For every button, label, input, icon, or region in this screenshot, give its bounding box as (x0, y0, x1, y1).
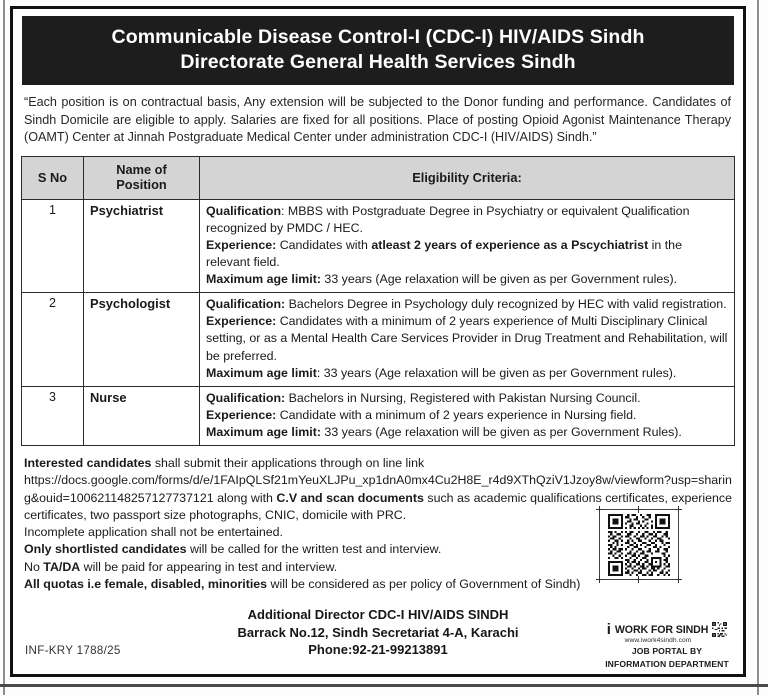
footer-address: Barrack No.12, Sindh Secretariat 4-A, Karachi (237, 624, 519, 640)
row-position-name: Nurse (84, 386, 200, 445)
table-head (22, 156, 735, 199)
documents-text-post: such as academic qualifications certificates, experience certificates, two passport size photographs, CNIC, domicile with PRC. (24, 490, 732, 522)
crop-mark-top-center (635, 506, 642, 513)
qualification-text: : MBBS with Postgraduate Degree in Psychiatry or equivalent Qualification recognized by PMDC / HEC. (206, 203, 690, 235)
experience-text: Candidates with (276, 237, 372, 252)
advert-title-banner (22, 16, 734, 85)
page-edge-line-left (3, 0, 5, 695)
note-interested-candidates (24, 455, 732, 472)
logo-i-mark: i (606, 620, 611, 638)
logo-subtitle-line-1: JOB PORTAL BY (631, 646, 703, 656)
qualification-text: Bachelors in Nursing, Registered with Pakistan Nursing Council. (285, 390, 641, 405)
crop-mark-corner-br (675, 576, 682, 583)
footer-authority-name: Additional Director CDC-I HIV/AIDS SINDH (247, 607, 509, 623)
organization-title-line-1: Communicable Disease Control-I (CDC-I) HIV/AIDS Sindh (111, 26, 645, 48)
note-quotas-label: All quotas i.e female, disabled, minorities (24, 577, 268, 592)
age-limit-text: : 33 years (Age relaxation will be given as per Government rules). (316, 365, 677, 380)
column-header-sno: S No (22, 156, 84, 199)
table-row (22, 199, 735, 292)
age-limit-text: 33 years (Age relaxation will be given as per Government rules). (320, 272, 678, 287)
footer-phone: Phone:92-21-99213891 (308, 642, 448, 658)
note-quotas-text: will be considered as per policy of Government of Sindh) (267, 577, 581, 592)
note-shortlisted-text: will be called for the written test and interview. (186, 542, 442, 557)
qualification-label: Qualification: (206, 390, 286, 405)
crop-mark-bottom-center (635, 576, 642, 583)
row-eligibility-criteria (200, 293, 735, 386)
column-header-criteria: Eligibility Criteria: (200, 156, 735, 199)
crop-mark-left (599, 511, 600, 579)
application-form-url[interactable]: https://docs.google.com/forms/d/e/1FAIpQLSf21mYeuXLJPu_xp1dnA0mx4Cu2H8E_r4d9XThQziV1Jzoy8w/viewform?usp=sharing&ouid=100621148257127737121 (24, 473, 732, 505)
documents-label: C.V and scan documents (276, 490, 424, 505)
note-tada-label: TA/DA (43, 559, 81, 574)
experience-label: Experience: (206, 237, 277, 252)
note-interested-label: Interested candidates (24, 456, 152, 470)
qr-code-icon[interactable] (604, 514, 674, 576)
row-serial-number: 2 (22, 293, 84, 386)
column-header-position-line-1: Name of (116, 161, 167, 177)
qualification-label: Qualification: (206, 297, 286, 312)
row-position-name: Psychiatrist (84, 199, 200, 292)
experience-label: Experience: (206, 407, 277, 422)
inf-reference-code: INF-KRY 1788/25 (25, 644, 121, 657)
note-incomplete-application: Incomplete application shall not be entertained. (24, 525, 283, 540)
row-eligibility-criteria (200, 386, 735, 445)
page-edge-line-right (757, 0, 759, 695)
age-limit-label: Maximum age limit: (206, 424, 321, 439)
table-row (22, 386, 735, 445)
note-shortlisted-label: Only shortlisted candidates (24, 542, 187, 557)
logo-wordmark: WORK FOR SINDH (614, 623, 709, 636)
documents-text-pre: along with (213, 490, 277, 505)
crop-mark-right (678, 511, 679, 579)
table-header-row (22, 156, 735, 199)
table-row (22, 293, 735, 386)
experience-highlight: atleast 2 years of experience as a Pscychiatrist (371, 237, 649, 252)
note-tada-post: will be paid for appearing in test and interview. (80, 559, 338, 574)
age-limit-text: 33 years (Age relaxation will be given as per Government Rules). (320, 424, 682, 439)
row-eligibility-criteria (200, 199, 735, 292)
age-limit-label: Maximum age limit (206, 365, 317, 380)
experience-text: Candidate with a minimum of 2 years experience in Nursing field. (276, 407, 637, 422)
table-body (22, 199, 735, 445)
experience-label: Experience: (206, 314, 277, 329)
column-header-position (84, 156, 200, 199)
qualification-label: Qualification (206, 203, 282, 218)
note-tada-pre: No (24, 559, 44, 574)
logo-qr-code-icon (712, 622, 727, 637)
crop-mark-corner-tr (675, 506, 682, 513)
application-qr-code-block (597, 508, 681, 582)
iwork-for-sindh-logo (599, 622, 735, 669)
organization-title-line-2: Directorate General Health Services Sindh (180, 51, 576, 73)
row-position-name: Psychologist (84, 293, 200, 386)
crop-mark-corner-bl (596, 576, 603, 583)
page-edge-line-bottom (0, 684, 768, 687)
intro-paragraph: “Each position is on contractual basis, Any extension will be subjected to the Donor funding and performance. Candidates of Sindh Domicile are eligible to apply. Salaries are fixed for all positions. Place of posting Opioid Agonist Maintenance Therapy (OAMT) Center at Jinnah Postgraduate Medical Center under administration CDC-I (HIV/AIDS) Sindh.” (24, 95, 731, 145)
qualification-text: Bachelors Degree in Psychology duly recognized by HEC with valid registration. (285, 297, 727, 312)
eligibility-table (21, 156, 735, 446)
logo-primary-row (599, 622, 735, 637)
row-serial-number: 3 (22, 386, 84, 445)
logo-website-url: www.iwork4sindh.com (624, 637, 692, 644)
experience-text: Candidates with a minimum of 2 years experience of Multi Disciplinary Clinical setting, or as a Mental Health Care Services Provider in Drug Treatment and Rehabilitation, will be preferred. (206, 314, 728, 363)
application-notes (21, 446, 735, 593)
crop-mark-corner-tl (596, 506, 603, 513)
advertisement-frame (10, 6, 746, 677)
row-serial-number: 1 (22, 199, 84, 292)
column-header-position-line-2: Position (116, 177, 167, 193)
logo-subtitle-line-2: INFORMATION DEPARTMENT (605, 658, 729, 669)
note-interested-text: shall submit their applications through on line link (151, 456, 425, 470)
age-limit-label: Maximum age limit: (206, 272, 321, 287)
experience-text-cont: in the relevant field. (206, 237, 682, 270)
